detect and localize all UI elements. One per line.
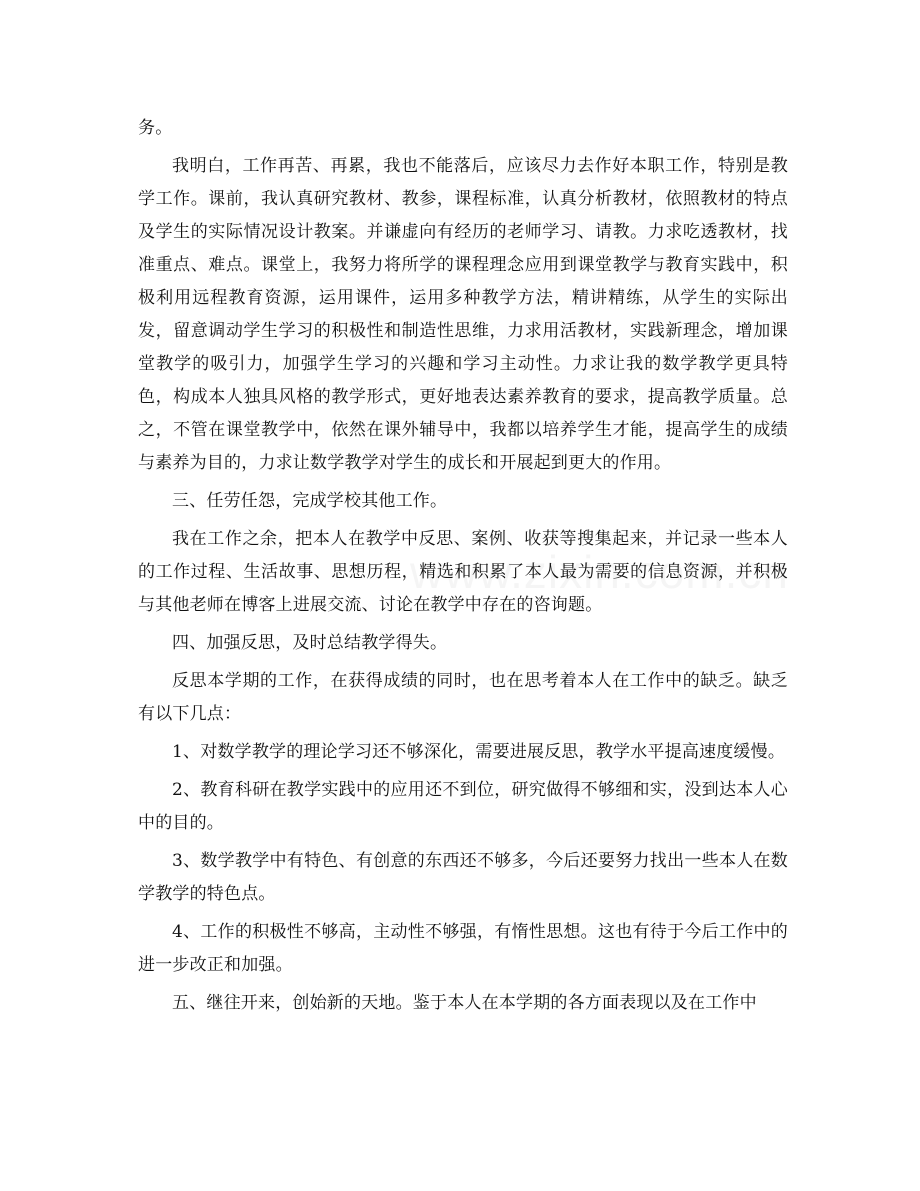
document-body — [138, 112, 788, 1020]
paragraph: 务。 — [138, 118, 173, 138]
paragraph: 3、数学教学中有特色、有创意的东西还不够多，今后还要努力找出一些本人在数学教学的特色点。 — [138, 851, 788, 904]
paragraph: 四、加强反思，及时总结教学得失。 — [172, 633, 448, 653]
paragraph: 1、对数学教学的理论学习还不够深化，需要进展反思，教学水平提高速度缓慢。 — [172, 742, 786, 762]
paragraph: 2、教育科研在教学实践中的应用还不到位，研究做得不够细和实，没到达本人心中的目的。 — [138, 780, 788, 833]
paragraph: 三、任劳任怨，完成学校其他工作。 — [172, 491, 448, 511]
paragraph: 反思本学期的工作，在获得成绩的同时，也在思考着本人在工作中的缺乏。缺乏有以下几点： — [138, 671, 788, 724]
paragraph: 五、继往开来，创始新的天地。鉴于本人在本学期的各方面表现以及在工作中 — [172, 993, 757, 1013]
paragraph: 4、工作的积极性不够高，主动性不够强，有惰性思想。这也有待于今后工作中的进一步改正和加强。 — [138, 922, 788, 975]
paragraph: 我明白，工作再苦、再累，我也不能落后，应该尽力去作好本职工作，特别是教学工作。课前，我认真研究教材、教参，课程标准，认真分析教材，依照教材的特点及学生的实际情况设计教案。并谦虚向有经历的老师学习、请教。力求吃透教材，找准重点、难点。课堂上，我努力将所学的课程理念应用到课堂教学与教育实践中，积极利用远程教育资源，运用课件，运用多种教学方法，精讲精练，从学生的实际出发，留意调动学生学习的积极性和制造性思维，力求用活教材，实践新理念，增加课堂教学的吸引力，加强学生学习的兴趣和学习主动性。力求让我的数学教学更具特色，构成本人独具风格的教学形式，更好地表达素养教育的要求，提高教学质量。总之，不管在课堂教学中，依然在课外辅导中，我都以培养学生才能，提高学生的成绩与素养为目的，力求让数学教学对学生的成长和开展起到更大的作用。 — [138, 156, 788, 473]
paragraph: 我在工作之余，把本人在教学中反思、案例、收获等搜集起来，并记录一些本人的工作过程、生活故事、思想历程，精选和积累了本人最为需要的信息资源，并积极与其他老师在博客上进展交流、讨论在教学中存在的咨询题。 — [138, 529, 788, 615]
